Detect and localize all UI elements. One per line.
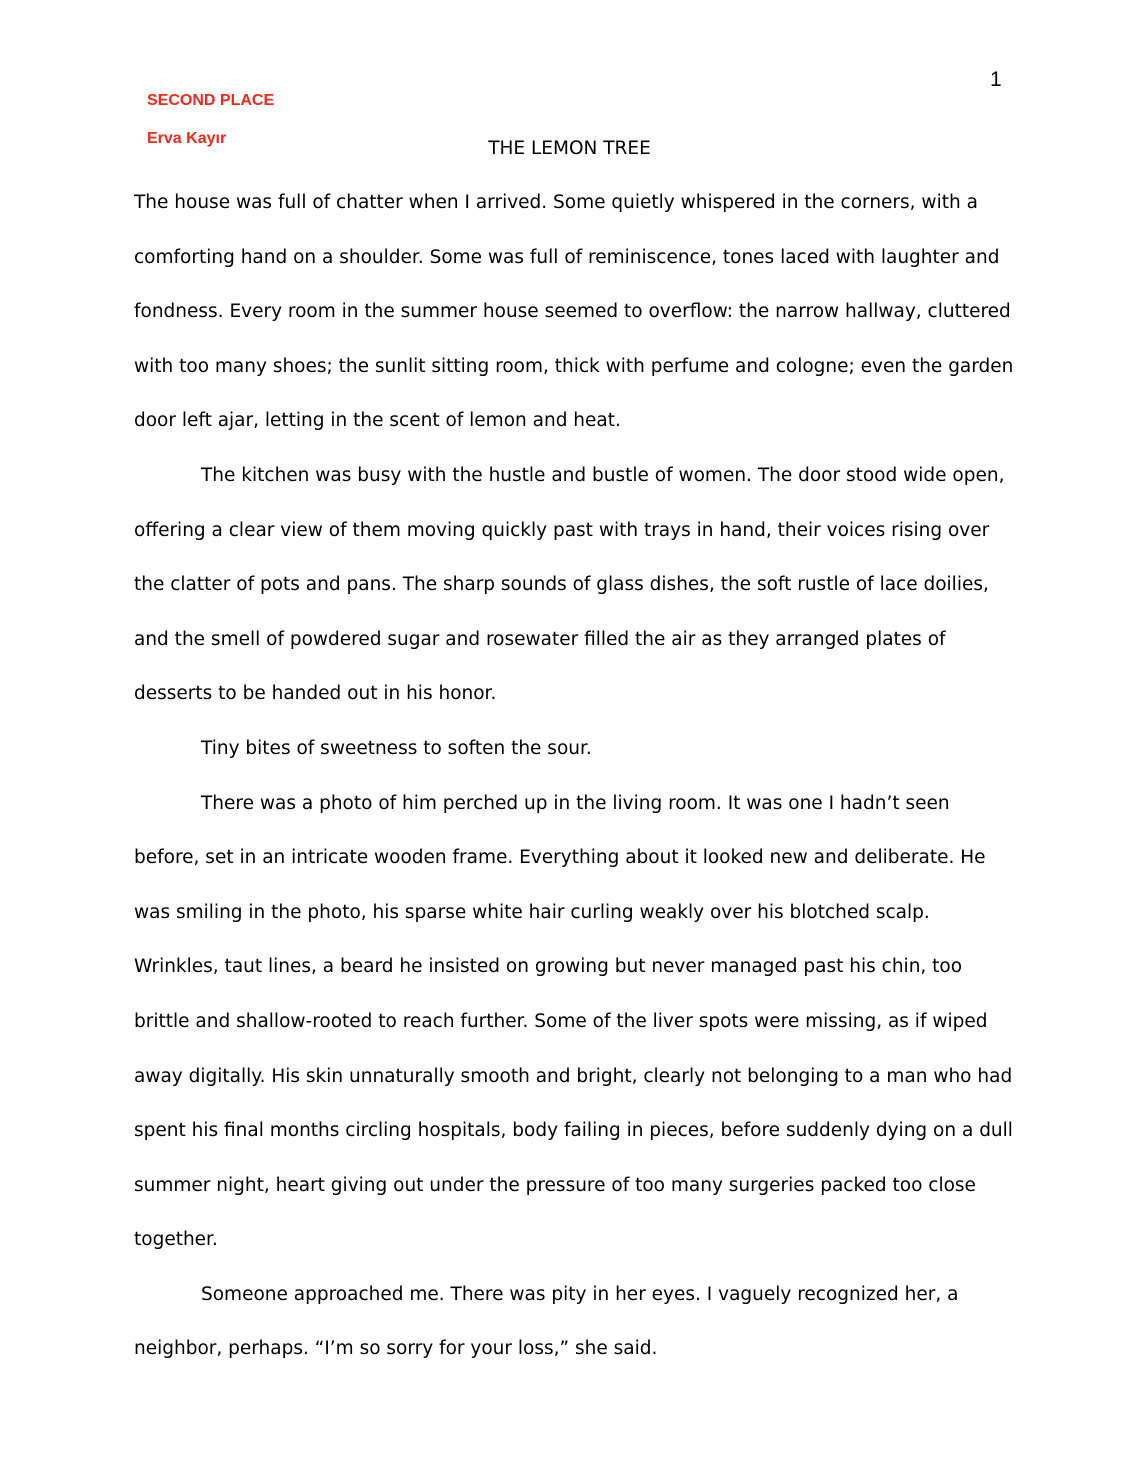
author-name: Erva Kayır [147,130,227,147]
paragraph-5: Someone approached me. There was pity in her eyes. I vaguely recognized her, a neighbor, perhaps. “I’m so sorry for your loss,” she said. [134,1283,959,1360]
paragraph-1: The house was full of chatter when I arrived. Some quietly whispered in the corners, with a comforting hand on a shoulder. Some was full of reminiscence, tones laced with laughter and fondness. Every room in the summer house seemed to overflow: the narrow hallway, cluttered with too many shoes; the sunlit sitting room, thick with perfume and cologne; even the garden door left ajar, letting in the scent of lemon and heat. [134,192,1014,432]
page-number: 1 [990,68,1002,91]
story-title: THE LEMON TREE [488,138,651,159]
paragraph-3: Tiny bites of sweetness to soften the sour. [201,737,592,759]
story-body [134,176,1014,1377]
paragraph-4: There was a photo of him perched up in the living room. It was one I hadn’t seen before, set in an intricate wooden frame. Everything about it looked new and deliberate. He was smiling in the photo, his sparse white hair curling weakly over his blotched scalp. Wrinkles, taut lines, a beard he insisted on growing but never managed past his chin, too brittle and shallow-rooted to reach further. Some of the liver spots were missing, as if wiped away digitally. His skin unnaturally smooth and bright, clearly not belonging to a man who had spent his final months circling hospitals, body failing in pieces, before suddenly dying on a dull summer night, heart giving out under the pressure of too many surgeries packed too close together. [134,792,1013,1251]
award-label: SECOND PLACE [147,92,275,109]
paragraph-2: The kitchen was busy with the hustle and bustle of women. The door stood wide open, offering a clear view of them moving quickly past with trays in hand, their voices rising over the clatter of pots and pans. The sharp sounds of glass dishes, the soft rustle of lace doilies, and the smell of powdered sugar and rosewater filled the air as they arranged plates of desserts to be handed out in his honor. [134,464,1005,705]
